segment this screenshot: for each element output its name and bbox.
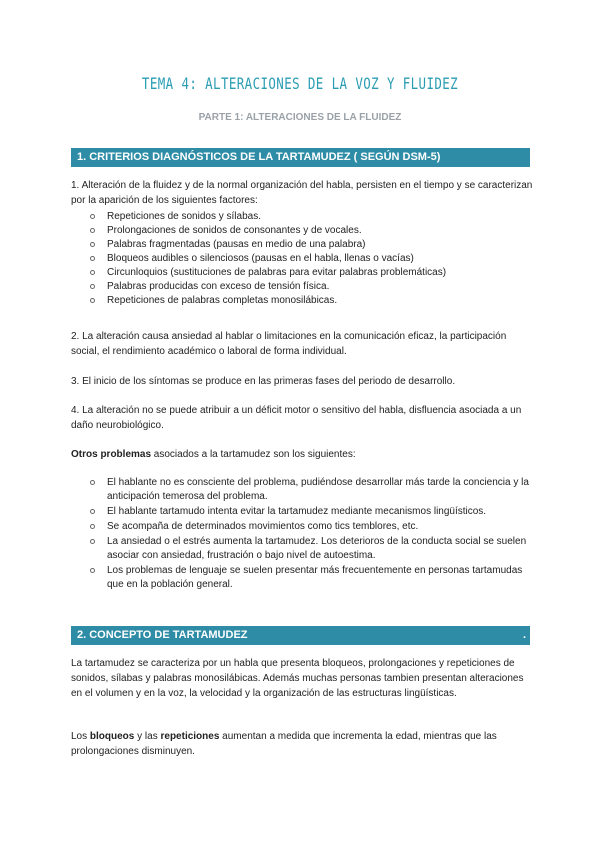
list-item-text: Bloqueos audibles o silenciosos (pausas en el habla, llenas o vacías) bbox=[107, 253, 414, 264]
list-item-text: Palabras fragmentadas (pausas en medio de una palabra) bbox=[107, 239, 366, 250]
factors-list bbox=[90, 210, 530, 308]
list-item bbox=[90, 224, 530, 238]
hollow-bullet-icon bbox=[90, 270, 95, 275]
section-2-heading-text: 2. CONCEPTO DE TARTAMUDEZ bbox=[77, 629, 248, 641]
hollow-bullet-icon bbox=[90, 524, 95, 529]
list-item-text: Se acompaña de determinados movimientos como tics temblores, etc. bbox=[107, 521, 419, 532]
list-item bbox=[90, 564, 530, 592]
list-item bbox=[90, 505, 530, 519]
criterion-2: 2. La alteración causa ansiedad al hablar o limitaciones en la comunicación eficaz, la participación social, el rendimiento académico o laboral de forma individual. bbox=[71, 331, 507, 357]
hollow-bullet-icon bbox=[90, 228, 95, 233]
other-problems-list bbox=[90, 476, 530, 593]
section-2-heading-tail: . bbox=[522, 629, 526, 641]
list-item-text: Los problemas de lenguaje se suelen presentar más frecuentemente en personas tartamudas que en la población general. bbox=[107, 565, 523, 590]
other-problems-rest: asociados a la tartamudez son los siguientes: bbox=[151, 449, 356, 460]
p2-part-b: y las bbox=[134, 731, 161, 742]
list-item-text: El hablante tartamudo intenta evitar la tartamudez mediante mecanismos lingüísticos. bbox=[107, 506, 487, 517]
list-item-text: El hablante no es consciente del problema, pudiéndose desarrollar más tarde la conciencia y la anticipación temerosa del problema. bbox=[107, 477, 529, 502]
hollow-bullet-icon bbox=[90, 298, 95, 303]
criterion-4: 4. La alteración no se puede atribuir a un déficit motor o sensitivo del habla, disfluencia asociada a un daño neurobiológico. bbox=[71, 405, 522, 431]
list-item bbox=[90, 210, 530, 224]
list-item bbox=[90, 252, 530, 266]
list-item-text: Repeticiones de sonidos y sílabas. bbox=[107, 211, 261, 222]
page-subtitle: PARTE 1: ALTERACIONES DE LA FLUIDEZ bbox=[198, 112, 402, 123]
list-item bbox=[90, 280, 530, 294]
list-item bbox=[90, 238, 530, 252]
section-2-heading bbox=[71, 626, 530, 645]
hollow-bullet-icon bbox=[90, 284, 95, 289]
p2-part-c: aumentan a medida que incrementa la edad, mientras que las prolongaciones disminuyen. bbox=[71, 731, 497, 757]
list-item bbox=[90, 294, 530, 308]
hollow-bullet-icon bbox=[90, 509, 95, 514]
list-item-text: La ansiedad o el estrés aumenta la tartamudez. Los deterioros de la conducta social se suelen asociar con ansiedad, frustración o bajo nivel de autoestima. bbox=[107, 536, 527, 561]
list-item bbox=[90, 266, 530, 280]
page-title: TEMA 4: ALTERACIONES DE LA VOZ Y FLUIDEZ bbox=[141, 74, 459, 93]
hollow-bullet-icon bbox=[90, 568, 95, 573]
section-1-heading bbox=[71, 148, 530, 167]
section-1-heading-text: 1. CRITERIOS DIAGNÓSTICOS DE LA TARTAMUDEZ ( SEGÚN DSM-5) bbox=[77, 151, 441, 163]
p2-bold-repeticiones: repeticiones bbox=[160, 731, 220, 742]
list-item bbox=[90, 476, 530, 504]
concept-paragraph-1: La tartamudez se caracteriza por un habla que presenta bloqueos, prolongaciones y repeticiones de sonidos, sílabas y palabras monosilábicas. Además muchas personas tambien presentan alteraciones en el volumen y en la voz, la velocidad y la organización de las estructuras lingüísticas. bbox=[71, 658, 524, 699]
concept-paragraph-2 bbox=[71, 729, 533, 759]
list-item-text: Prolongaciones de sonidos de consonantes y de vocales. bbox=[107, 225, 362, 236]
list-item bbox=[90, 520, 530, 534]
p2-bold-bloqueos: bloqueos bbox=[89, 731, 135, 742]
hollow-bullet-icon bbox=[90, 256, 95, 261]
list-item bbox=[90, 535, 530, 563]
criterion-3: 3. El inicio de los síntomas se produce en las primeras fases del periodo de desarrollo. bbox=[71, 376, 456, 387]
list-item-text: Circunloquios (sustituciones de palabras para evitar palabras problemáticas) bbox=[107, 267, 447, 278]
list-item-text: Repeticiones de palabras completas monosilábicas. bbox=[107, 295, 338, 306]
other-problems-bold: Otros problemas bbox=[71, 449, 152, 460]
hollow-bullet-icon bbox=[90, 480, 95, 485]
list-item-text: Palabras producidas con exceso de tensión física. bbox=[107, 281, 330, 292]
hollow-bullet-icon bbox=[90, 214, 95, 219]
criterion-1: 1. Alteración de la fluidez y de la normal organización del habla, persisten en el tiempo y se caracterizan por la aparición de los siguientes factores: bbox=[71, 180, 533, 206]
hollow-bullet-icon bbox=[90, 242, 95, 247]
hollow-bullet-icon bbox=[90, 539, 95, 544]
p2-part-a: Los bbox=[71, 731, 90, 742]
other-problems-intro bbox=[71, 447, 533, 462]
